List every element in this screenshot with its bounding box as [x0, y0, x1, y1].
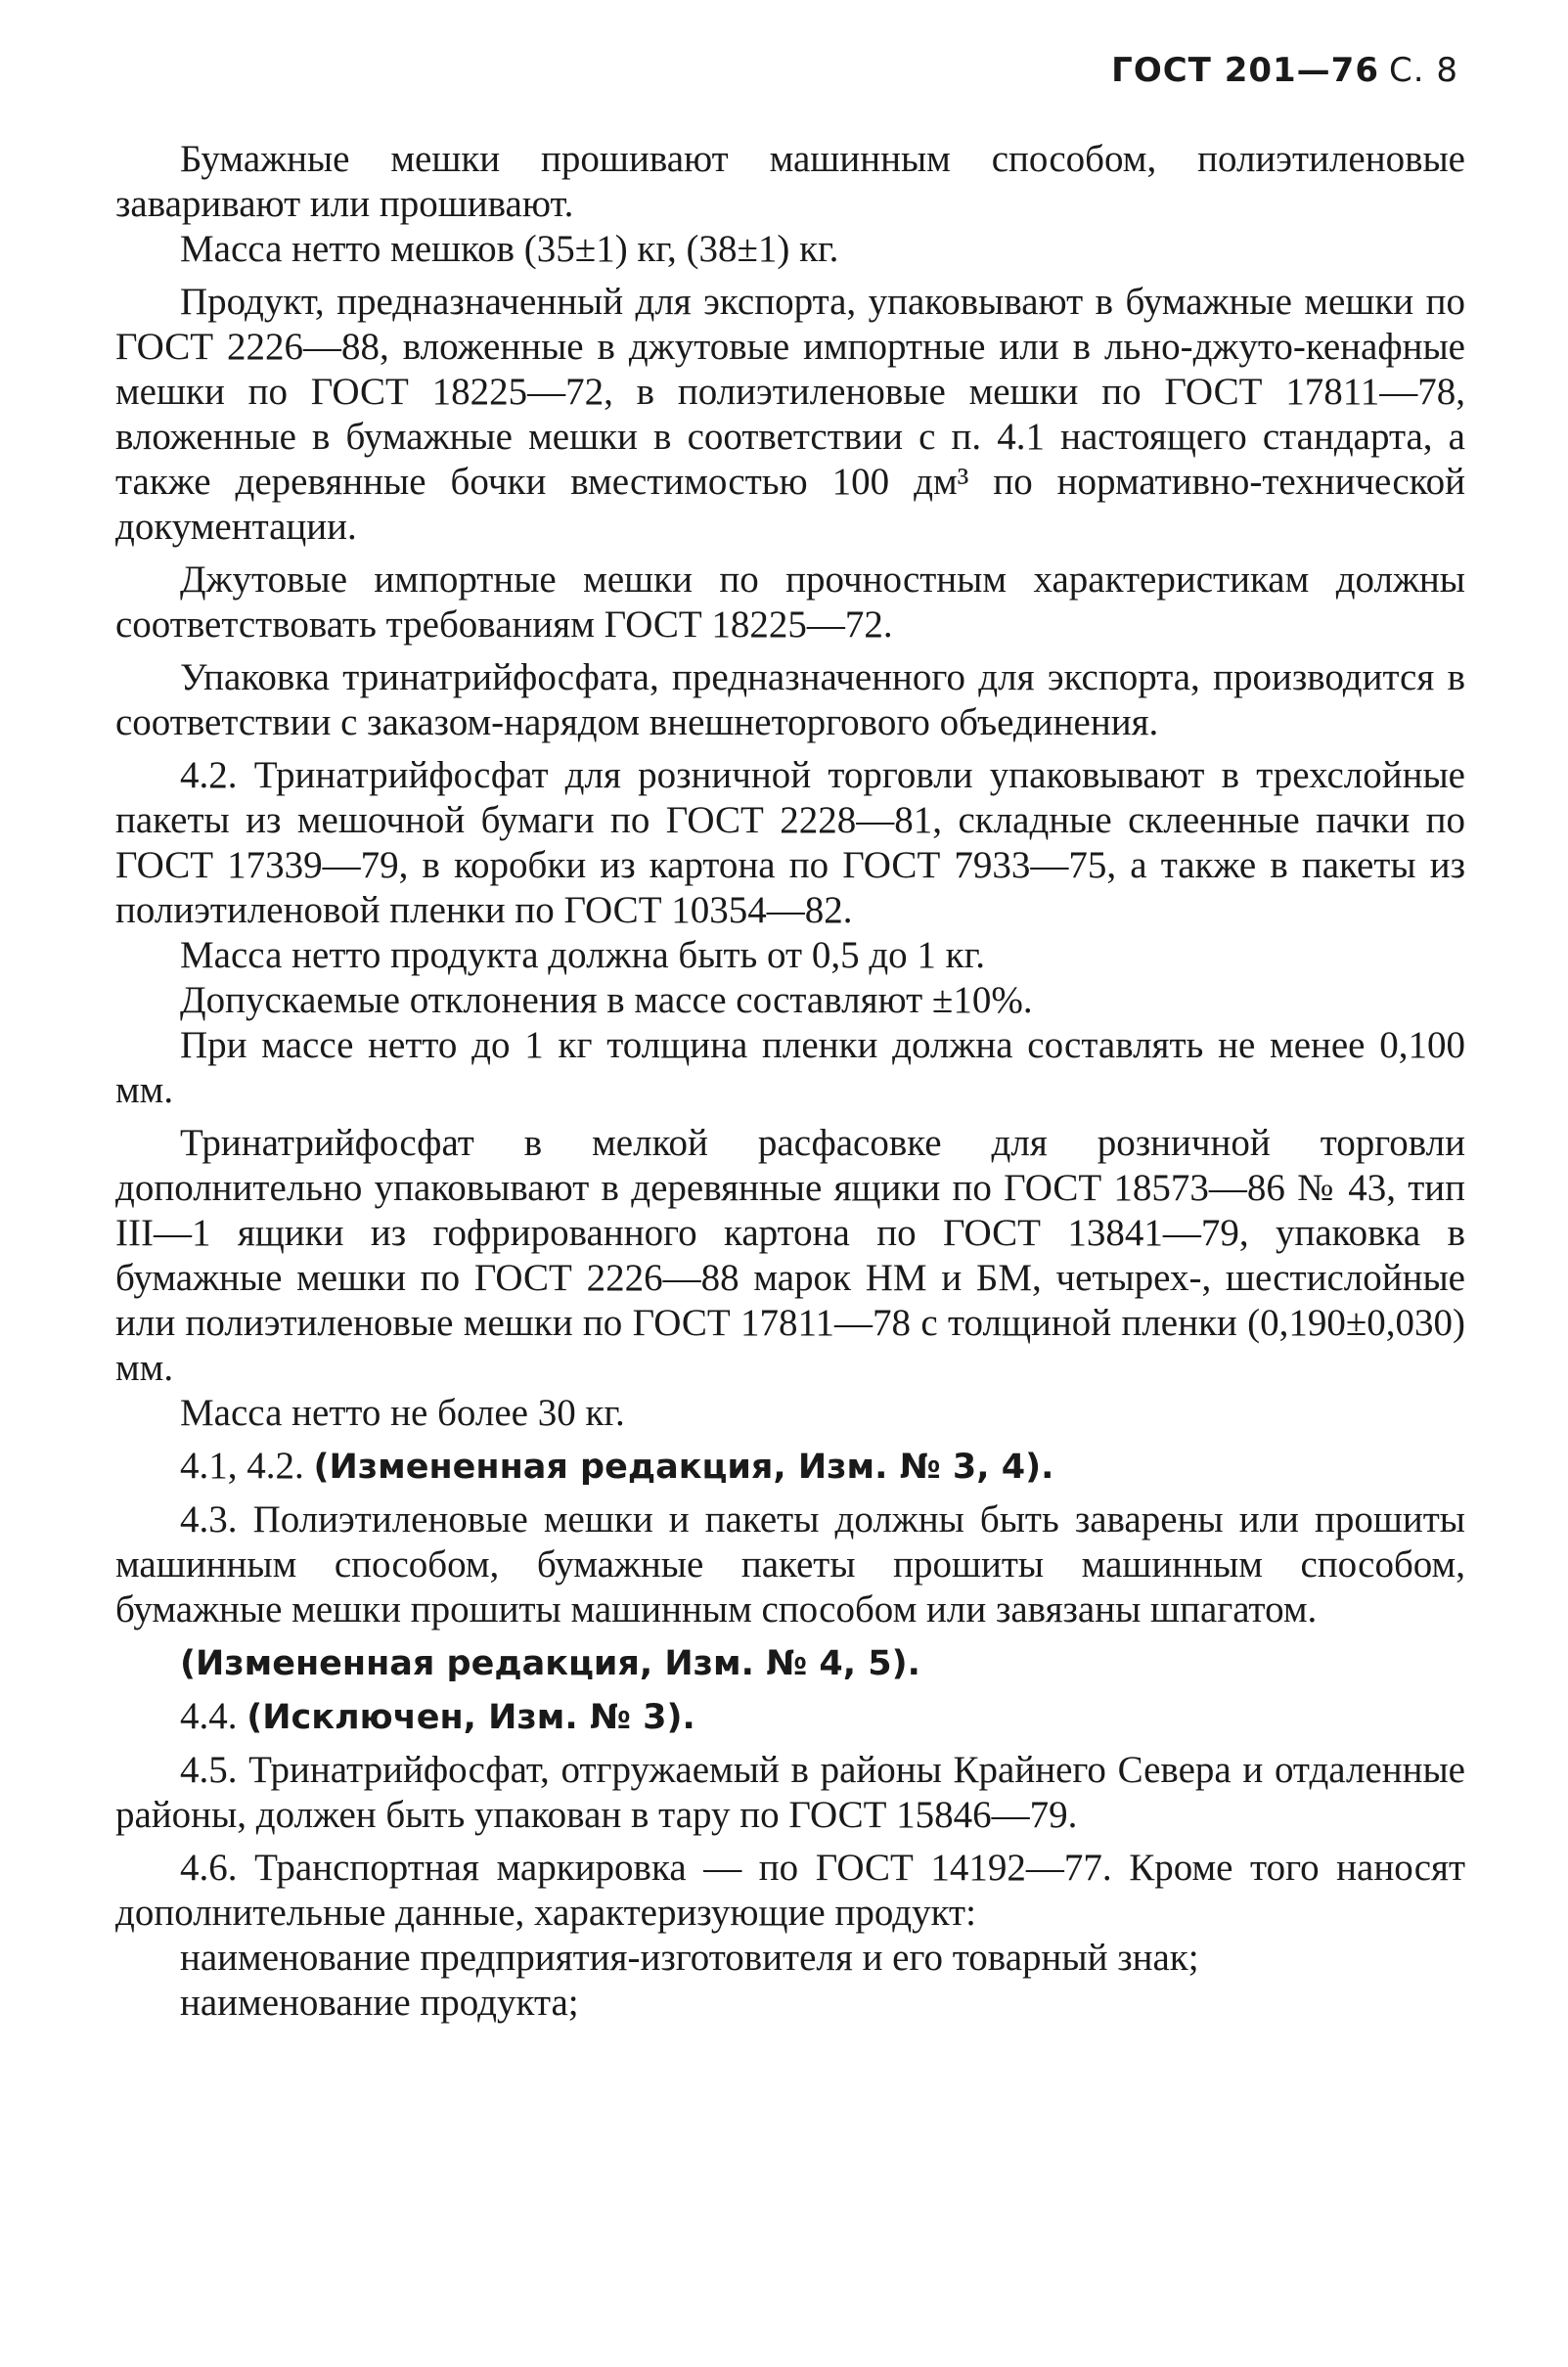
paragraph-4-4	[115, 1694, 1465, 1740]
page-number: С. 8	[1389, 51, 1458, 90]
paragraph-film-thickness: При массе нетто до 1 кг толщина пленки должна составлять не менее 0,100 мм.	[115, 1024, 1465, 1111]
paragraph-4-4-text: (Исключен, Изм. № 3).	[246, 1698, 695, 1737]
amendment-note-2	[115, 1640, 1465, 1686]
amendment-note-1-text: (Измененная редакция, Изм. № 3, 4).	[313, 1448, 1054, 1487]
paragraph-paper-bags: Бумажные мешки прошивают машинным способом, полиэтиленовые заваривают или прошивают.	[115, 138, 1465, 225]
paragraph-export-packaging-order: Упаковка тринатрийфосфата, предназначенного для экспорта, производится в соответствии с заказом-нарядом внешнеторгового объединения.	[115, 656, 1465, 743]
paragraph-jute-bags: Джутовые импортные мешки по прочностным характеристикам должны соответствовать требованиям ГОСТ 18225—72.	[115, 558, 1465, 646]
paragraph-small-packing: Тринатрийфосфат в мелкой расфасовке для розничной торговли дополнительно упаковывают в деревянные ящики по ГОСТ 18573—86 № 43, тип III—1 ящики из гофрированного картона по ГОСТ 13841—79, упаковка в бумажные мешки по ГОСТ 2226—88 марок НМ и БМ, четырех-, шестислойные или полиэтиленовые мешки по ГОСТ 17811—78 с толщиной пленки (0,190±0,030) мм.	[115, 1122, 1465, 1389]
amendment-note-2-text: (Измененная редакция, Изм. № 4, 5).	[180, 1644, 920, 1683]
paragraph-net-mass-limit: Масса нетто не более 30 кг.	[180, 1392, 625, 1434]
amendment-note-1-prefix: 4.1, 4.2.	[180, 1445, 314, 1487]
paragraph-4-2: 4.2. Тринатрийфосфат для розничной торговли упаковывают в трехслойные пакеты из мешочной бумаги по ГОСТ 2228—81, складные склеенные пачки по ГОСТ 17339—79, в коробки из картона по ГОСТ 7933—75, а также в пакеты из полиэтиленовой пленки по ГОСТ 10354—82.	[115, 754, 1465, 931]
document-body	[115, 137, 1465, 2026]
paragraph-net-mass-product: Масса нетто продукта должна быть от 0,5 до 1 кг.	[180, 934, 985, 976]
marking-list	[115, 1936, 1465, 2026]
standard-number: ГОСТ 201—76	[1111, 51, 1379, 90]
list-item: наименование предприятия-изготовителя и его товарный знак;	[180, 1937, 1199, 1979]
paragraph-export-packing: Продукт, предназначенный для экспорта, упаковывают в бумажные мешки по ГОСТ 2226—88, вложенные в джутовые импортные или в льно-джуто-кенафные мешки по ГОСТ 18225—72, в полиэтиленовые мешки по ГОСТ 17811—78, вложенные в бумажные мешки в соответствии с п. 4.1 настоящего стандарта, а также деревянные бочки вместимостью 100 дм³ по нормативно-технической документации.	[115, 281, 1465, 548]
paragraph-4-5: 4.5. Тринатрийфосфат, отгружаемый в районы Крайнего Севера и отдаленные районы, должен быть упакован в тару по ГОСТ 15846—79.	[115, 1749, 1465, 1836]
paragraph-4-6: 4.6. Транспортная маркировка — по ГОСТ 14192—77. Кроме того наносят дополнительные данные, характеризующие продукт:	[115, 1847, 1465, 1934]
paragraph-4-3: 4.3. Полиэтиленовые мешки и пакеты должны быть заварены или прошиты машинным способом, бумажные пакеты прошиты машинным способом, бумажные мешки прошиты машинным способом или завязаны шпагатом.	[115, 1498, 1465, 1630]
amendment-note-1	[115, 1444, 1465, 1490]
paragraph-4-4-prefix: 4.4.	[180, 1695, 247, 1737]
paragraph-tolerance: Допускаемые отклонения в массе составляют ±10%.	[180, 979, 1033, 1021]
paragraph-net-mass-bags: Масса нетто мешков (35±1) кг, (38±1) кг.	[180, 228, 839, 270]
list-item: наименование продукта;	[180, 1982, 579, 2024]
page-header	[1111, 51, 1458, 90]
